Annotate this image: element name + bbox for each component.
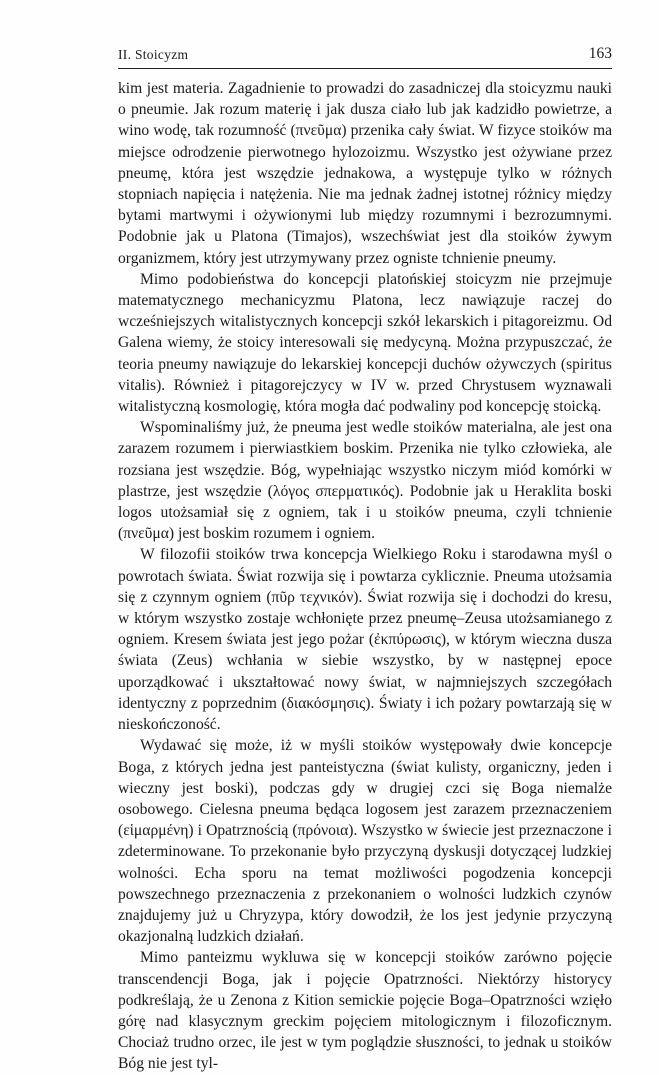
paragraph-6: Mimo panteizmu wykluwa się w koncepcji stoików zarówno pojęcie transcendencji Boga, jak i pojęcie Opatrzności. Niektórzy historycy podkreślają, że u Zenona z Kition semickie pojęcie Boga–Opatrzności wzięło górę nad klasycznym greckim pojęciem mitologicznym i filozoficznym. Chociaż trudno orzec, ile jest w tym poglądzie słuszności, to jednak u stoików Bóg nie jest tyl- <box>118 949 612 1073</box>
section-title: II. Stoicyzm <box>118 47 189 62</box>
running-header <box>118 44 612 69</box>
paragraph-3: Wspominaliśmy już, że pneuma jest wedle stoików materialna, ale jest ona zarazem rozumem i pierwiastkiem boskim. Przenika nie tylko człowieka, ale rozsiana jest wszędzie. Bóg, wypełniając wszystko niczym miód komórki w plastrze, jest wszędzie (λόγος σπερματικός). Podobnie jak u Heraklita boski logos utożsamiał się z ogniem, tak i u stoików pneuma, czyli tchnienie (πνεῦμα) jest boskim rozumem i ogniem. <box>118 419 612 543</box>
paragraph-1: kim jest materia. Zagadnienie to prowadzi do zasadniczej dla stoicyzmu nauki o pneumie. Jak rozum materię i jak dusza ciało lub jak kadzidło powietrze, a wino wodę, tak rozumność (πνεῦμα) przenika cały świat. W fizyce stoików ma miejsce odrodzenie pierwotnego hylozoizmu. Wszystko jest ożywiane przez pneumę, która jest wszędzie jednakowa, a występuje tylko w różnych stopniach napięcia i natężenia. Nie ma jednak żadnej istotnej różnicy między bytami martwymi i ożywionymi lub między rozumnymi i bezrozumnymi. Podobnie jak u Platona (Timajos), wszechświat jest dla stoików żywym organizmem, który jest utrzymywany przez ogniste tchnienie pneumy. <box>118 80 612 267</box>
body-text <box>118 78 612 1075</box>
paragraph-5: Wydawać się może, iż w myśli stoików występowały dwie koncepcje Boga, z których jedna jest panteistyczna (świat kulisty, organiczny, jeden i wieczny jest boski), podczas gdy w drugiej czci się Boga niemalże osobowego. Cielesna pneuma będąca logosem jest zarazem przeznaczeniem (εἱμαρμένη) i Opatrznością (πρόνοια). Wszystko w świecie jest przeznaczone i zdeterminowane. To przekonanie było przyczyną dyskusji dotyczącej ludzkiej wolności. Echa sporu na temat możliwości pogodzenia koncepcji powszechnego przeznaczenia z przekonaniem o wolności ludzkich czynów znajdujemy już u Chryzypa, który dowodził, że los jest jedynie przyczyną okazjonalną ludzkich działań. <box>118 737 612 946</box>
paragraph-4: W filozofii stoików trwa koncepcja Wielkiego Roku i starodawna myśl o powrotach świata. Świat rozwija się i powtarza cyklicznie. Pneuma utożsamia się z czynnym ogniem (πῦρ τεχνικόν). Świat rozwija się i dochodzi do kresu, w którym wszystko zostaje wchłonięte przez pneumę–Zeusa utożsamianego z ogniem. Kresem świata jest jego pożar (ἐκπύρωσις), w którym wieczna dusza świata (Zeus) wchłania w siebie wszystko, by w następnej epoce uporządkować i ukształtować nowy świat, w najmniejszych szczegółach identyczny z poprzednim (διακόσμησις). Światy i ich pożary powtarzają się w nieskończoność. <box>118 546 612 734</box>
paragraph-2: Mimo podobieństwa do koncepcji platońskiej stoicyzm nie przejmuje matematycznego mechanicyzmu Platona, lecz nawiązuje raczej do wcześniejszych witalistycznych koncepcji szkół lekarskich i pitagoreizmu. Od Galena wiemy, że stoicy interesowali się medycyną. Można przypuszczać, że teoria pneumy nawiązuje do lekarskiej koncepcji duchów ożywczych (spiritus vitalis). Również i pitagorejczycy w IV w. przed Chrystusem wyznawali witalistyczną kosmologię, która mogła dać podwaliny pod koncepcję stoicką. <box>118 270 612 416</box>
page-number: 163 <box>588 45 612 62</box>
